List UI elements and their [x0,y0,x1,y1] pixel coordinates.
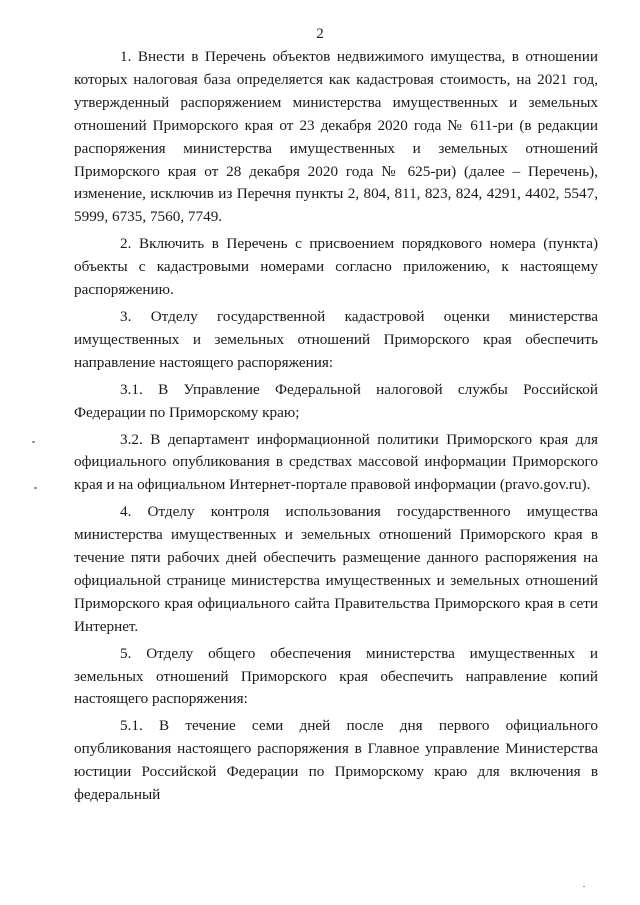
paragraph-5-1-justice-ministry: 5.1. В течение семи дней после дня первого официального опубликования настоящего распоряжения в Главное управление Министерства юстиции Российской Федерации по Приморскому краю для включения в федеральный [74,717,598,804]
paragraph-4-property-control: 4. Отделу контроля использования государственного имущества министерства имущественных и земельных отношений Приморского края в течение пяти рабочих дней обеспечить размещение данного распоряжения на официальной странице министерства имущественных и земельных отношений Приморского края официального сайта Правительства Приморского края в сети Интернет. [74,503,598,635]
paragraph-3-cadastral-department: 3. Отделу государственной кадастровой оценки министерства имущественных и земельных отношений Приморского края обеспечить направление настоящего распоряжения: [74,307,598,371]
scan-speck [32,441,35,443]
page-number: 2 [316,26,324,42]
scan-speck [34,487,37,489]
paragraph-1-amend-list: 1. Внести в Перечень объектов недвижимого имущества, в отношении которых налоговая база определяется как кадастровая стоимость, на 2021 год, утвержденный распоряжением министерства имущественных и земельных отношений Приморского края от 23 декабря 2020 года № 611-ри (в редакции распоряжения министерства имущественных и земельных отношений Приморского края от 28 декабря 2020 года № 625-ри) (далее – Перечень), изменение, исключив из Перечня пункты 2, 804, 811, 823, 824, 4291, 4402, 5547, 5999, 6735, 7560, 7749. [74,48,598,226]
paragraph-5-general-support: 5. Отделу общего обеспечения министерства имущественных и земельных отношений Приморского края обеспечить направление копий настоящего распоряжения: [74,644,598,708]
paragraph-3-2-information-policy: 3.2. В департамент информационной политики Приморского края для официального опубликования в средствах массовой информации Приморского края и на официальном Интернет-портале правовой информации (pravo.gov.ru). [74,430,598,494]
paragraph-3-1-tax-service: 3.1. В Управление Федеральной налоговой службы Российской Федерации по Приморскому краю; [74,380,598,421]
paragraph-2-include-objects: 2. Включить в Перечень с присвоением порядкового номера (пункта) объекты с кадастровыми номерами согласно приложению, к настоящему распоряжению. [74,235,598,299]
scan-speck [583,886,585,887]
document-body [74,46,598,811]
